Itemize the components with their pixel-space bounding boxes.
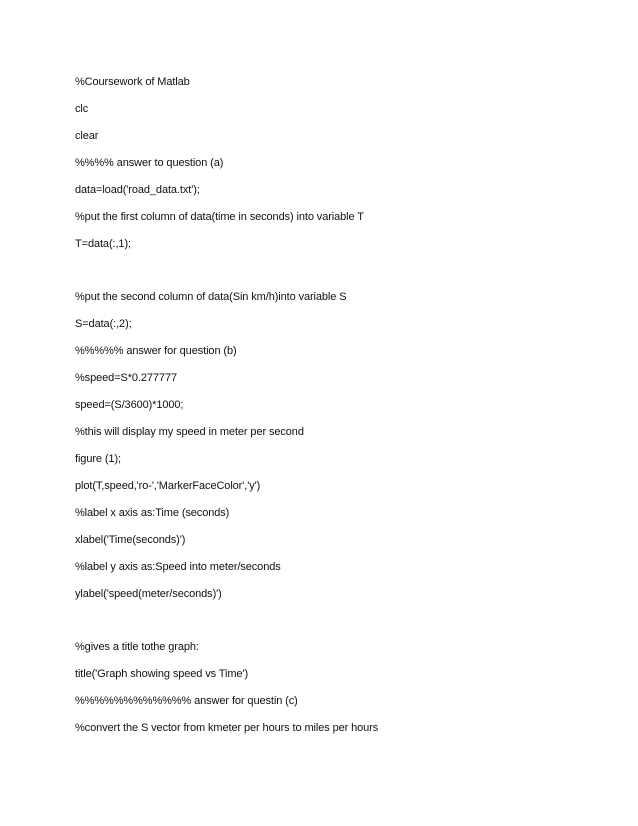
code-line-11: %speed=S*0.277777 [75, 372, 177, 384]
code-line-3: clear [75, 130, 99, 142]
code-line-20: %gives a title tothe graph: [75, 641, 199, 653]
code-line-17: xlabel('Time(seconds)') [75, 534, 186, 546]
code-line-7: T=data(:,1); [75, 238, 131, 250]
code-line-1: %Coursework of Matlab [75, 76, 190, 88]
code-line-21: title('Graph showing speed vs Time') [75, 668, 249, 680]
code-line-23: %convert the S vector from kmeter per hours to miles per hours [75, 722, 379, 734]
code-line-5: data=load('road_data.txt'); [75, 184, 200, 196]
code-line-15: plot(T,speed,'ro-','MarkerFaceColor','y') [75, 480, 261, 492]
code-line-22: %%%%%%%%%%%% answer for questin (c) [75, 695, 298, 707]
code-line-19: ylabel('speed(meter/seconds)') [75, 588, 222, 600]
code-line-9: S=data(:,2); [75, 318, 132, 330]
code-line-8: %put the second column of data(Sin km/h)into variable S [75, 291, 347, 303]
code-line-4: %%%% answer to question (a) [75, 157, 224, 169]
code-line-16: %label x axis as:Time (seconds) [75, 507, 230, 519]
code-line-13: %this will display my speed in meter per second [75, 426, 304, 438]
code-line-12: speed=(S/3600)*1000; [75, 399, 184, 411]
code-line-6: %put the first column of data(time in seconds) into variable T [75, 211, 364, 223]
code-line-10: %%%%% answer for question (b) [75, 345, 237, 357]
code-line-14: figure (1); [75, 453, 121, 465]
code-line-18: %label y axis as:Speed into meter/seconds [75, 561, 281, 573]
code-line-2: clc [75, 103, 89, 115]
